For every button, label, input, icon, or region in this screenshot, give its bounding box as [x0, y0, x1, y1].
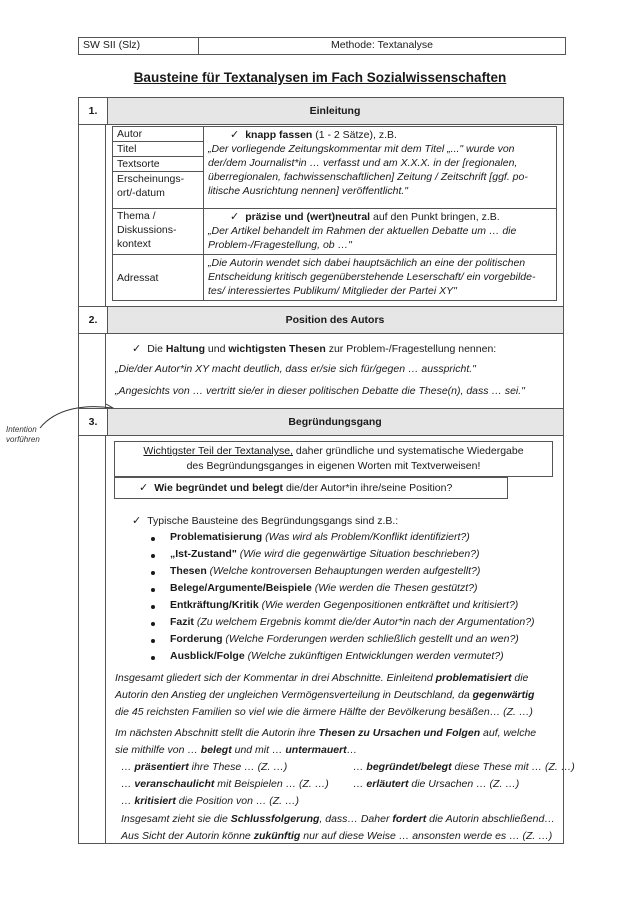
typical-heading: ✓ Typische Bausteine des Begründungsgangs sind z.B.:	[132, 515, 399, 527]
label-autor: Autor	[113, 127, 203, 142]
bullet-icon	[151, 656, 155, 660]
bullet-icon	[151, 571, 155, 575]
section-title: Einleitung	[309, 105, 361, 117]
example-paragraph-3: Insgesamt zieht sie die Schlussfolgerung, dass… Daher fordert die Autorin abschließend…	[121, 813, 555, 825]
phrase-item: … veranschaulicht mit Beispielen … (Z. …)	[121, 778, 329, 790]
intro-text-cell-b: ✓ präzise und (wert)neutral auf den Punkt bringen, z.B. „Der Artikel behandelt im Rahmen der aktuellen Debatte um … die Problem-/Fragestellung, ob …"	[204, 209, 557, 255]
bullet-icon	[151, 537, 155, 541]
method-label: Methode: Textanalyse	[331, 39, 433, 51]
document-header	[78, 37, 566, 55]
section-number: 2.	[79, 307, 108, 333]
bullet-icon	[151, 588, 155, 592]
label-cell	[113, 255, 204, 301]
list-item: „Ist-Zustand" (Wie wird die gegenwärtige Situation beschrieben?)	[170, 548, 480, 560]
intro-text-cell-c: „Die Autorin wendet sich dabei hauptsächlich an eine der politischen Entscheidung kritisch gegenüberstehende Leserschaft/ ein vorgebilde- tes/ interessiertes Publikum/ Mitglieder der Partei XY"	[204, 255, 557, 301]
bullet-icon	[151, 554, 155, 558]
section-number: 1.	[79, 98, 108, 124]
example-paragraph-2: Im nächsten Abschnitt stellt die Autorin ihre Thesen zu Ursachen und Folgen auf, welche	[115, 727, 537, 739]
section-1-header	[78, 97, 564, 125]
phrase-item: … begründet/belegt diese These mit … (Z. …)	[353, 761, 575, 773]
page-title: Bausteine für Textanalysen im Fach Sozialwissenschaften	[133, 70, 507, 85]
section-title: Position des Autors	[285, 314, 385, 326]
course-label: SW SII (Slz)	[79, 38, 199, 54]
label-titel: Titel	[113, 142, 203, 157]
check-icon: ✓	[132, 515, 142, 527]
check-icon: ✓	[230, 211, 240, 223]
bullet-icon	[151, 605, 155, 609]
label-textsorte: Textsorte	[113, 157, 203, 172]
key-part-box: Wichtigster Teil der Textanalyse, daher gründliche und systematische Wiedergabe des Begründungsganges in eigenen Worten mit Textverweisen!	[114, 441, 553, 477]
check-icon: ✓	[132, 343, 142, 355]
list-item: Ausblick/Folge (Welche zukünftigen Entwicklungen werden vermutet?)	[170, 650, 504, 662]
label-datum: ort/-datum	[117, 187, 165, 199]
list-item: Belege/Argumente/Beispiele (Wie werden die Thesen gestützt?)	[170, 582, 478, 594]
intro-table	[112, 126, 557, 301]
check-icon: ✓	[230, 129, 240, 141]
bullet-icon	[151, 622, 155, 626]
label-cell: Thema / Diskussions- kontext	[113, 209, 204, 255]
section-title: Begründungsgang	[288, 416, 382, 428]
position-example-2: „Angesichts von … vertritt sie/er in dieser politischen Debatte die These(n), dass … sei."	[115, 385, 525, 397]
handwritten-note: Intention vorführen	[6, 425, 40, 444]
section-number: 3.	[79, 409, 108, 435]
label-adressat: Adressat	[117, 271, 159, 284]
list-item: Forderung (Welche Forderungen werden schließlich gestellt und an wen?)	[170, 633, 519, 645]
list-item: Problematisierung (Was wird als Problem/Konflikt identifiziert?)	[170, 531, 470, 543]
label-thema: Thema /	[117, 210, 156, 222]
section-3-header	[78, 408, 564, 436]
phrase-item: … präsentiert ihre These … (Z. …)	[121, 761, 288, 773]
label-cell	[113, 127, 204, 209]
bullet-icon	[151, 639, 155, 643]
check-icon: ✓	[139, 482, 149, 494]
example-paragraph-1: Insgesamt gliedert sich der Kommentar in drei Abschnitte. Einleitend problematisiert die	[115, 672, 529, 684]
phrase-item: … erläutert die Ursachen … (Z. …)	[353, 778, 520, 790]
position-example-1: „Die/der Autor*in XY macht deutlich, dass er/sie sich für/gegen … ausspricht."	[115, 363, 476, 375]
list-item: Fazit (Zu welchem Ergebnis kommt die/der Autor*in nach der Argumentation?)	[170, 616, 535, 628]
list-item: Thesen (Welche kontroversen Behauptungen werden aufgestellt?)	[170, 565, 481, 577]
intro-text-cell-a: ✓ knapp fassen (1 - 2 Sätze), z.B. „Der vorliegende Zeitungskommentar mit dem Titel „..." wurde von der/dem Journalist*in … verfasst und am X.X.X. in der [regionalen, überregionalen, fachwissenschaftlichen] Zeitung / Zeitschrift [ggf. po- litische Ausrichtung nennen] veröffentlicht."	[204, 127, 557, 209]
list-item: Entkräftung/Kritik (Wie werden Gegenpositionen entkräftet und kritisiert?)	[170, 599, 519, 611]
section-2-header	[78, 306, 564, 334]
label-erscheinungsort: Erscheinungs-	[117, 173, 185, 185]
question-box: ✓ Wie begründet und belegt die/der Autor*in ihre/seine Position?	[114, 477, 508, 499]
position-instruction: ✓ Die Haltung und wichtigsten Thesen zur Problem-/Fragestellung nennen:	[132, 343, 497, 355]
phrase-item: … kritisiert die Position von … (Z. …)	[121, 795, 299, 807]
